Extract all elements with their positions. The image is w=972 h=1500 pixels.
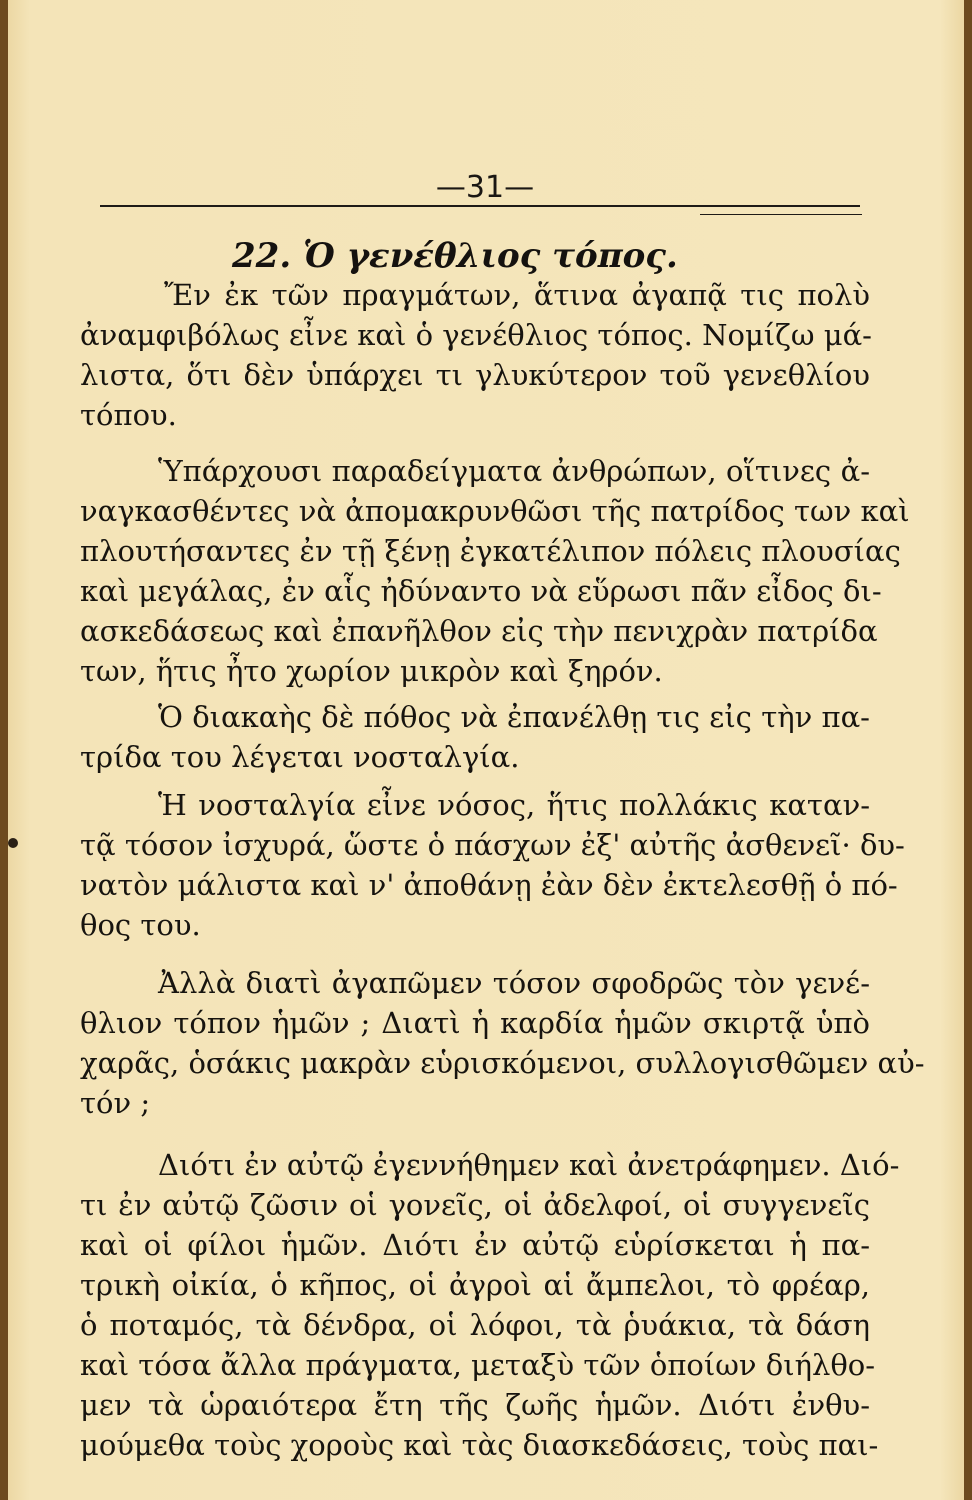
text-line: Ἀλλὰ διατὶ ἀγαπῶμεν τόσον σφοδρῶς τὸν γενέ- xyxy=(158,966,870,1000)
text-line: μούμεθα τοὺς χοροὺς καὶ τὰς διασκεδάσεις, τοὺς παι- xyxy=(80,1428,879,1462)
text-line: λιστα, ὅτι δὲν ὑπάρχει τι γλυκύτερον τοῦ γενεθλίου xyxy=(80,358,870,392)
page-right-edge xyxy=(964,0,972,1500)
text-line: πλουτήσαντες ἐν τῇ ξένῃ ἐγκατέλιπον πόλεις πλουσίας xyxy=(80,534,901,568)
text-line: νατὸν μάλιστα καὶ ν' ἀποθάνῃ ἐὰν δὲν ἐκτελεσθῇ ὁ πό- xyxy=(80,868,898,902)
paragraph xyxy=(80,963,925,1123)
text-line: τι ἐν αὐτῷ ζῶσιν οἱ γονεῖς, οἱ ἀδελφοί, οἱ συγγενεῖς xyxy=(80,1188,870,1222)
text-line: καὶ τόσα ἄλλα πράγματα, μεταξὺ τῶν ὁποίων διήλθο- xyxy=(80,1348,876,1382)
text-line: τρικὴ οἰκία, ὁ κῆπος, οἱ ἀγροὶ αἱ ἄμπελοι, τὸ φρέαρ, xyxy=(80,1268,870,1302)
ink-speck xyxy=(8,838,18,848)
paragraph xyxy=(80,1145,900,1465)
page-left-edge xyxy=(0,0,8,1500)
text-line: θλιον τόπον ἡμῶν ; Διατὶ ἡ καρδία ἡμῶν σκιρτᾷ ὑπὸ xyxy=(80,1006,870,1040)
page-number: —31— xyxy=(435,170,535,205)
text-line: Ὑπάρχουσι παραδείγματα ἀνθρώπων, οἵτινες ἀ- xyxy=(158,454,870,488)
text-line: τόν ; xyxy=(80,1086,151,1120)
text-line: τόπου. xyxy=(80,398,177,432)
text-line: ναγκασθέντες νὰ ἀπομακρυνθῶσι τῆς πατρίδος των καὶ xyxy=(80,494,910,528)
header-rule xyxy=(100,205,860,207)
header-rule-secondary xyxy=(700,214,862,215)
text-line: τρίδα του λέγεται νοσταλγία. xyxy=(80,740,520,774)
text-line: των, ἥτις ἦτο χωρίον μικρὸν καὶ ξηρόν. xyxy=(80,654,663,688)
text-line: τᾷ τόσον ἰσχυρά, ὥστε ὁ πάσχων ἐξ' αὐτῆς ἀσθενεῖ· δυ- xyxy=(80,828,905,862)
text-line: χαρᾶς, ὁσάκις μακρὰν εὑρισκόμενοι, συλλογισθῶμεν αὐ- xyxy=(80,1046,925,1080)
text-line: μεν τὰ ὡραιότερα ἔτη τῆς ζωῆς ἡμῶν. Διότι ἐνθυ- xyxy=(80,1388,870,1422)
text-line: Ὁ διακαὴς δὲ πόθος νὰ ἐπανέλθῃ τις εἰς τὴν πα- xyxy=(158,700,870,734)
text-line: Ἔν ἐκ τῶν πραγμάτων, ἅτινα ἀγαπᾷ τις πολὺ xyxy=(164,278,870,312)
paragraph xyxy=(80,697,870,777)
text-line: Ἡ νοσταλγία εἶνε νόσος, ἥτις πολλάκις καταν- xyxy=(158,788,870,822)
text-line: καὶ μεγάλας, ἐν αἷς ἠδύναντο νὰ εὕρωσι πᾶν εἶδος δι- xyxy=(80,574,882,608)
text-line: θος του. xyxy=(80,908,201,942)
chapter-heading: 22. Ὁ γενέθλιος τόπος. xyxy=(232,236,678,276)
text-line: ὁ ποταμός, τὰ δένδρα, οἱ λόφοι, τὰ ῥυάκια, τὰ δάση xyxy=(80,1308,870,1342)
text-line: Διότι ἐν αὐτῷ ἐγεννήθημεν καὶ ἀνετράφημεν. Διό- xyxy=(158,1148,900,1182)
text-line: ἀναμφιβόλως εἶνε καὶ ὁ γενέθλιος τόπος. Νομίζω μά- xyxy=(80,318,872,352)
paragraph xyxy=(80,785,905,945)
text-line: καὶ οἱ φίλοι ἡμῶν. Διότι ἐν αὐτῷ εὑρίσκεται ἡ πα- xyxy=(80,1228,870,1262)
paragraph xyxy=(80,451,910,691)
paragraph xyxy=(80,275,870,435)
body-text xyxy=(80,275,925,1465)
text-line: ασκεδάσεως καὶ ἐπανῆλθον εἰς τὴν πενιχρὰν πατρίδα xyxy=(80,614,878,648)
